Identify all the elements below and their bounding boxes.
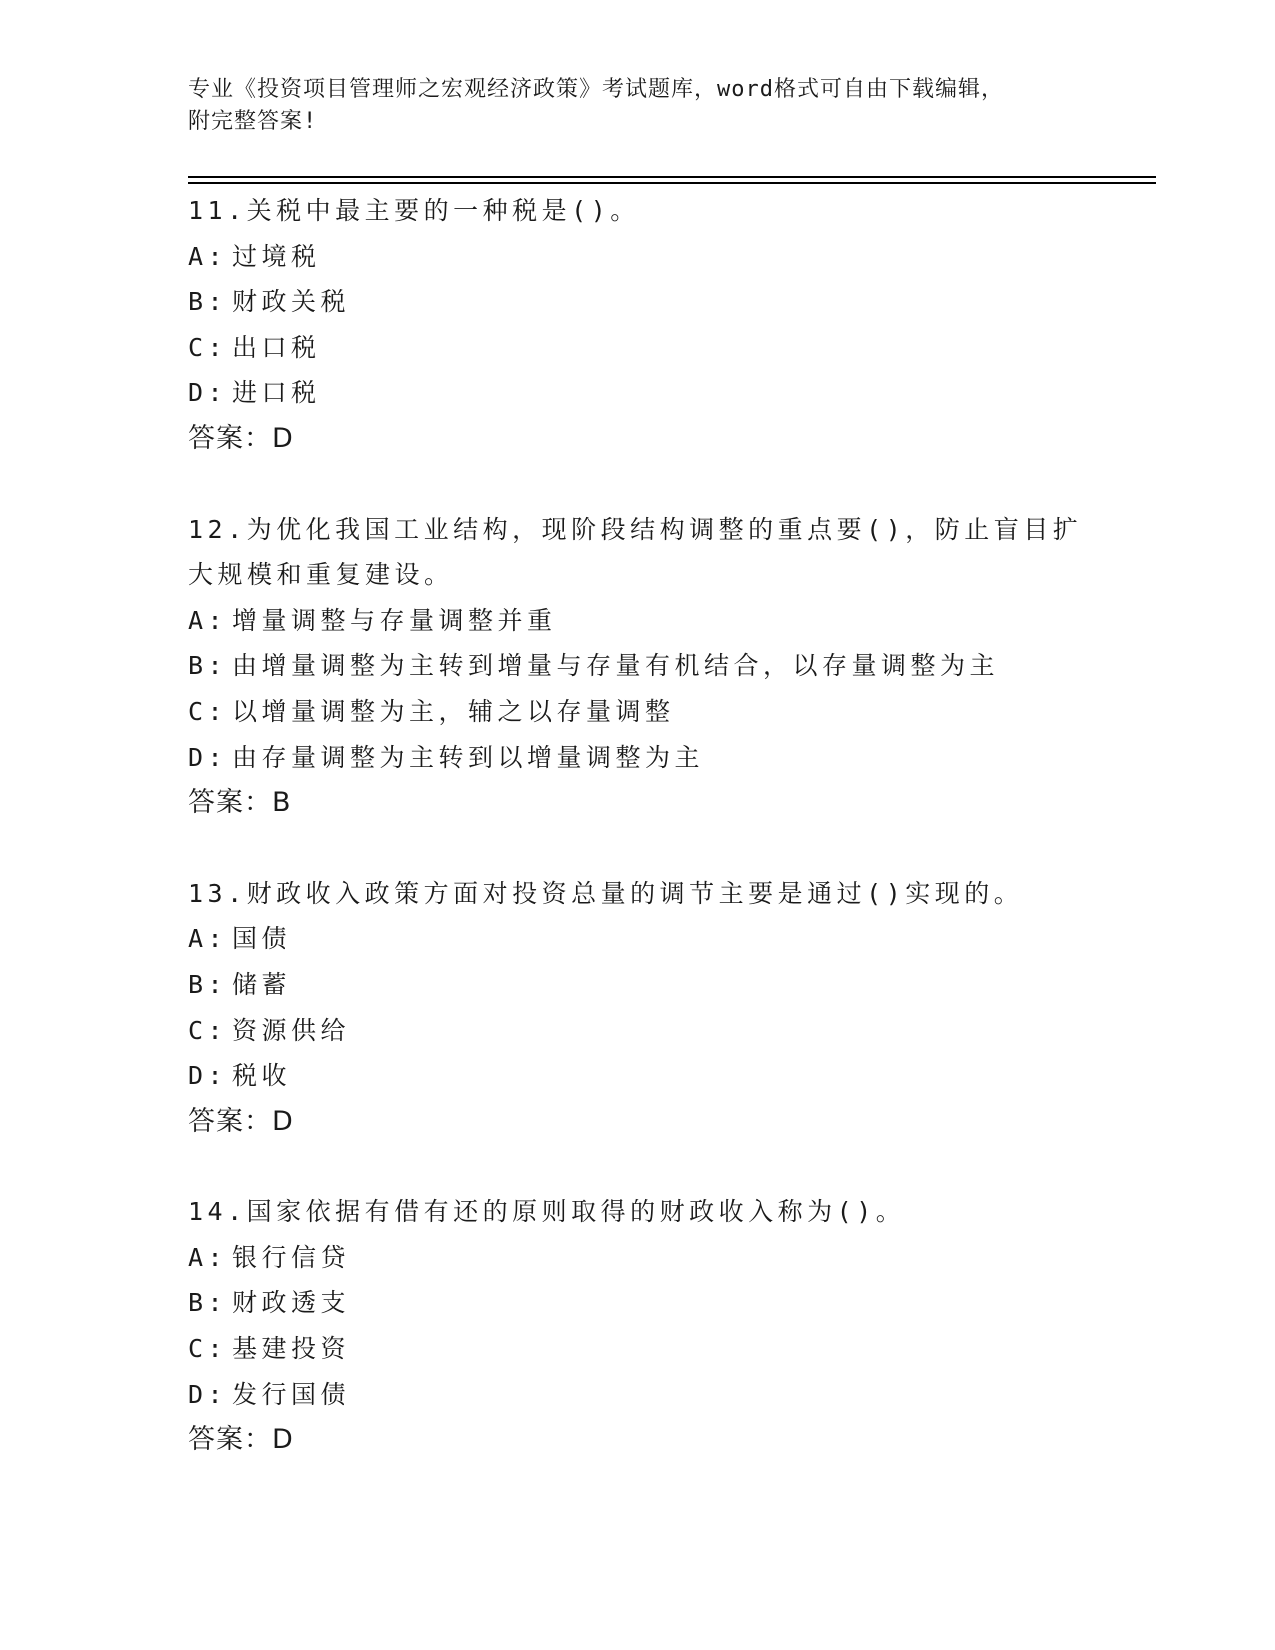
document-header: [188, 74, 1088, 138]
option-text: 银行信贷: [232, 1242, 351, 1272]
option-text: 过境税: [232, 241, 321, 271]
option-text: 以增量调整为主，辅之以存量调整: [232, 696, 675, 726]
option-key: D:: [188, 1061, 228, 1091]
option-text: 储蓄: [232, 969, 292, 999]
option-text: 资源供给: [232, 1015, 351, 1045]
option-text: 由存量调整为主转到以增量调整为主: [232, 742, 705, 772]
option-b: [188, 1280, 1088, 1326]
option-key: B:: [188, 969, 228, 999]
option-a: [188, 1235, 1088, 1281]
option-c: [188, 1326, 1088, 1372]
question-12: [188, 507, 1088, 826]
option-b: [188, 643, 1088, 689]
option-key: D:: [188, 378, 228, 408]
option-d: [188, 370, 1088, 416]
option-d: [188, 1053, 1088, 1099]
header-divider-top: [188, 176, 1156, 178]
option-key: A:: [188, 924, 228, 954]
option-text: 发行国债: [232, 1379, 351, 1409]
option-c: [188, 325, 1088, 371]
question-11: [188, 188, 1088, 462]
option-key: D:: [188, 1379, 228, 1409]
question-14: [188, 1189, 1088, 1463]
option-text: 增量调整与存量调整并重: [232, 605, 557, 635]
option-b: [188, 279, 1088, 325]
option-d: [188, 1372, 1088, 1418]
option-text: 基建投资: [232, 1334, 351, 1364]
option-key: D:: [188, 742, 228, 772]
option-key: A:: [188, 241, 228, 271]
option-key: A:: [188, 1242, 228, 1272]
question-stem: 11.关税中最主要的一种税是()。: [188, 196, 640, 225]
option-key: C:: [188, 1015, 228, 1045]
header-line-2: 附完整答案!: [188, 109, 318, 134]
option-key: A:: [188, 605, 228, 635]
option-text: 财政透支: [232, 1288, 351, 1318]
option-text: 国债: [232, 924, 292, 954]
question-stem: 12.为优化我国工业结构，现阶段结构调整的重点要()，防止盲目扩大规模和重复建设。: [188, 514, 1083, 590]
option-d: [188, 735, 1088, 781]
option-key: C:: [188, 332, 228, 362]
answer: 答案：D: [188, 1105, 294, 1137]
option-key: C:: [188, 696, 228, 726]
question-stem: 14.国家依据有借有还的原则取得的财政收入称为()。: [188, 1197, 906, 1227]
option-a: [188, 234, 1088, 280]
answer: 答案：D: [188, 422, 294, 454]
option-c: [188, 1008, 1088, 1054]
option-key: C:: [188, 1334, 228, 1364]
option-text: 税收: [232, 1061, 292, 1091]
answer: 答案：D: [188, 1424, 294, 1456]
option-key: B:: [188, 651, 228, 681]
answer: 答案：B: [188, 787, 292, 819]
question-stem: 13.财政收入政策方面对投资总量的调节主要是通过()实现的。: [188, 878, 1024, 908]
option-text: 出口税: [232, 332, 321, 362]
option-key: B:: [188, 287, 228, 317]
option-text: 财政关税: [232, 287, 351, 317]
header-line-1: 专业《投资项目管理师之宏观经济政策》考试题库，word格式可自由下载编辑，: [188, 77, 1004, 102]
option-c: [188, 689, 1088, 735]
option-a: [188, 916, 1088, 962]
option-key: B:: [188, 1288, 228, 1318]
option-text: 由增量调整为主转到增量与存量有机结合，以存量调整为主: [232, 651, 1000, 681]
header-divider-bottom: [188, 182, 1156, 184]
option-b: [188, 962, 1088, 1008]
option-a: [188, 598, 1088, 644]
question-list: [188, 188, 1088, 1508]
question-13: [188, 871, 1088, 1145]
option-text: 进口税: [232, 378, 321, 408]
